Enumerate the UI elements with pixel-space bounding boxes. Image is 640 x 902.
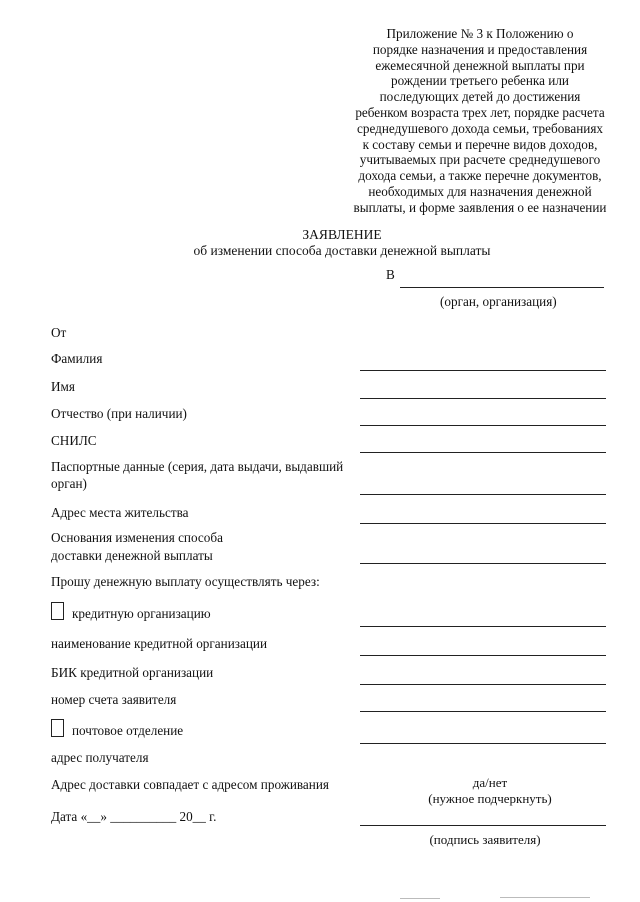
bank-option-checkbox[interactable] bbox=[51, 602, 64, 620]
snils-field[interactable] bbox=[360, 452, 606, 453]
annex-line: рождении третьего ребенка или bbox=[391, 73, 569, 89]
document-title bbox=[0, 227, 640, 259]
annex-line: дохода семьи, а также перечне документов, bbox=[358, 168, 602, 184]
yes-no-hint: (нужное подчеркнуть) bbox=[428, 791, 552, 806]
annex-line: ребенком возраста трех лет, порядке расчета bbox=[355, 104, 605, 120]
bank-bik-field[interactable] bbox=[360, 684, 606, 685]
post-option-label: почтовое отделение bbox=[72, 723, 184, 738]
snils-label: СНИЛС bbox=[51, 433, 97, 448]
date-field[interactable]: Дата «__» __________ 20__ г. bbox=[51, 809, 217, 824]
yes-no-choice[interactable]: да/нет bbox=[472, 775, 508, 790]
patronymic-field[interactable] bbox=[360, 425, 606, 426]
account-number-label: номер счета заявителя bbox=[51, 692, 177, 707]
surname-label: Фамилия bbox=[51, 351, 103, 366]
same-address-label: Адрес доставки совпадает с адресом проживания bbox=[51, 777, 329, 792]
annex-line: среднедушевого дохода семьи, требованиях bbox=[357, 120, 603, 136]
passport-label-line1: Паспортные данные (серия, дата выдачи, выдавший bbox=[51, 459, 344, 474]
annex-line: учитываемых при расчете среднедушевого bbox=[359, 152, 601, 168]
passport-field[interactable] bbox=[360, 494, 606, 495]
annex-line: Приложение № 3 к Положению о bbox=[386, 26, 574, 41]
recipient-organ-field[interactable] bbox=[400, 287, 604, 288]
passport-label-line2: орган) bbox=[51, 476, 87, 491]
annex-line: необходимых для назначения денежной bbox=[368, 183, 592, 199]
recipient-prefix: В bbox=[386, 267, 395, 282]
annex-line: последующих детей до достижения bbox=[379, 89, 581, 105]
annex-line: ежемесячной денежной выплаты при bbox=[375, 57, 585, 73]
signature-field[interactable] bbox=[360, 825, 606, 826]
title-subtitle: об изменении способа доставки денежной выплаты bbox=[193, 243, 491, 258]
scan-artifact bbox=[400, 898, 440, 899]
bank-bik-label: БИК кредитной организации bbox=[51, 665, 214, 680]
post-option-checkbox[interactable] bbox=[51, 719, 64, 737]
address-field[interactable] bbox=[360, 523, 606, 524]
reason-label-line2: доставки денежной выплаты bbox=[51, 548, 213, 563]
delivery-request-label: Прошу денежную выплату осуществлять через: bbox=[51, 574, 320, 589]
bank-name-label: наименование кредитной организации bbox=[51, 636, 268, 651]
annex-line: порядке назначения и предоставления bbox=[372, 41, 588, 57]
name-field[interactable] bbox=[360, 398, 606, 399]
reason-label-line1: Основания изменения способа bbox=[51, 530, 223, 545]
annex-line: выплаты, и форме заявления о ее назначении bbox=[353, 199, 607, 215]
annex-line: к составу семьи и перечне видов доходов, bbox=[362, 136, 598, 152]
name-label: Имя bbox=[51, 379, 75, 394]
address-label: Адрес места жительства bbox=[51, 505, 189, 520]
recipient-caption: (орган, организация) bbox=[440, 294, 557, 309]
bank-option-label: кредитную организацию bbox=[72, 606, 211, 621]
reason-field[interactable] bbox=[360, 563, 606, 564]
bank-name-field[interactable] bbox=[360, 655, 606, 656]
post-option-field[interactable] bbox=[360, 743, 606, 744]
account-number-field[interactable] bbox=[360, 711, 606, 712]
scan-artifact bbox=[500, 897, 590, 898]
bank-option-field[interactable] bbox=[360, 626, 606, 627]
annex-header bbox=[344, 26, 616, 216]
from-label: От bbox=[51, 325, 67, 340]
title-main: ЗАЯВЛЕНИЕ bbox=[302, 227, 382, 242]
signature-caption: (подпись заявителя) bbox=[429, 832, 541, 847]
patronymic-label: Отчество (при наличии) bbox=[51, 406, 187, 421]
surname-field[interactable] bbox=[360, 370, 606, 371]
recipient-address-label: адрес получателя bbox=[51, 750, 149, 765]
